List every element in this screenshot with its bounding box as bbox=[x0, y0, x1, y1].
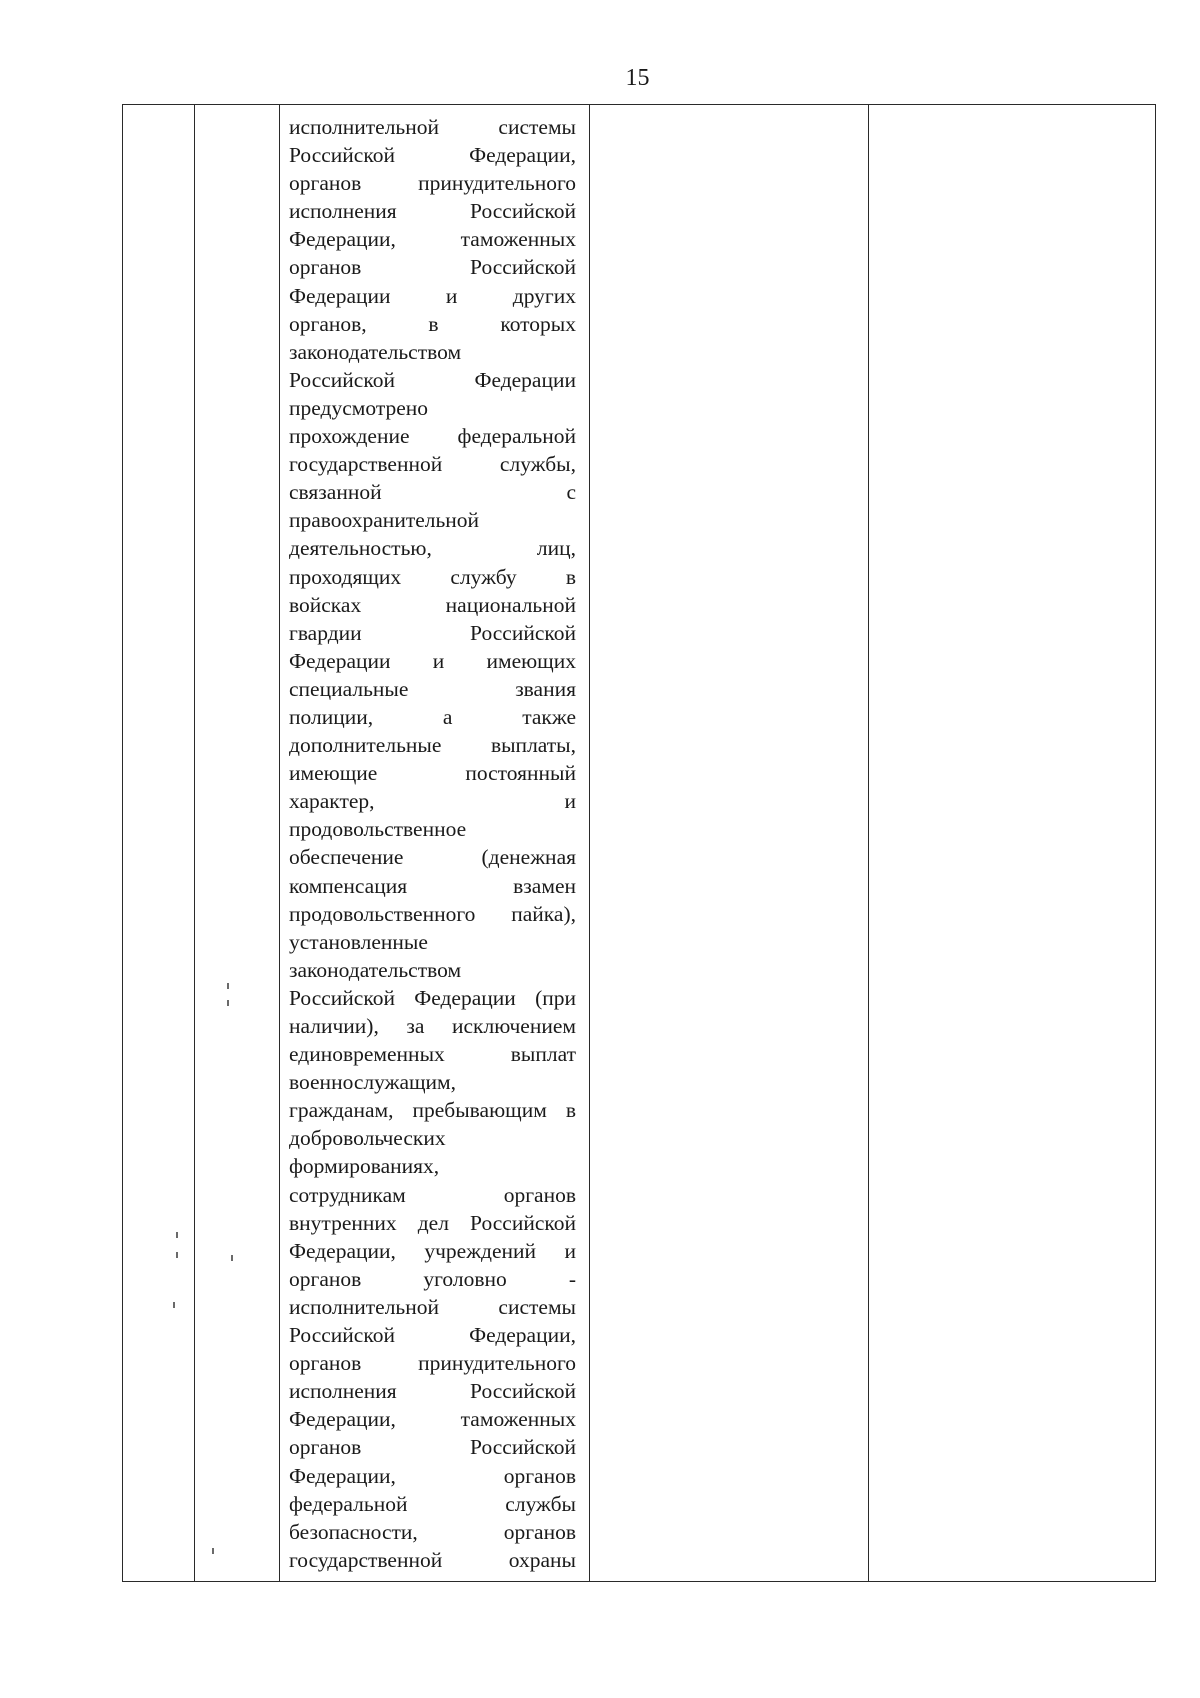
scan-speck bbox=[212, 1548, 214, 1554]
cell-text-line: органов Российской bbox=[289, 1435, 576, 1460]
cell-text-line: государственной службы, bbox=[289, 452, 576, 477]
cell-text-line: правоохранительной bbox=[289, 508, 480, 533]
cell-text-line: Федерации и других bbox=[289, 283, 576, 308]
cell-text-line: исполнительной системы bbox=[289, 115, 576, 139]
cell-text-line: Федерации, органов bbox=[289, 1463, 576, 1488]
cell-text-line: сотрудникам органов bbox=[289, 1182, 576, 1207]
column-divider-4 bbox=[868, 105, 869, 1581]
cell-text-line: гражданам, пребывающим в bbox=[289, 1098, 576, 1123]
cell-text-line: Федерации и имеющих bbox=[289, 648, 576, 673]
scan-speck bbox=[227, 983, 229, 989]
table-frame bbox=[122, 104, 1156, 1582]
column-divider-1 bbox=[194, 105, 195, 1581]
scan-speck bbox=[176, 1232, 178, 1238]
cell-text-line: предусмотрено bbox=[289, 395, 429, 420]
cell-text-line: деятельностью, лиц, bbox=[289, 536, 576, 561]
cell-text-line: Федерации, таможенных bbox=[289, 227, 576, 252]
cell-text-line: органов, в которых bbox=[289, 311, 576, 336]
cell-text-line: прохождение федеральной bbox=[289, 424, 576, 449]
cell-text-line: безопасности, органов bbox=[289, 1519, 576, 1544]
scan-speck bbox=[227, 1000, 229, 1006]
cell-text-line: исполнения Российской bbox=[289, 1379, 576, 1404]
scan-speck bbox=[173, 1302, 175, 1308]
cell-text-line: проходящих службу в bbox=[289, 564, 576, 589]
cell-text-line: специальные звания bbox=[289, 676, 576, 701]
scan-speck bbox=[231, 1255, 233, 1261]
cell-text-line: Федерации, таможенных bbox=[289, 1407, 576, 1432]
cell-text-line: законодательством bbox=[289, 339, 462, 364]
cell-text-line: добровольческих bbox=[289, 1126, 446, 1151]
cell-text-line: обеспечение (денежная bbox=[289, 845, 576, 870]
cell-text-line: компенсация взамен bbox=[289, 873, 576, 898]
cell-text-line: Российской Федерации (при bbox=[289, 985, 576, 1010]
cell-text-line: Российской Федерации, bbox=[289, 1323, 576, 1348]
cell-text-line: гвардии Российской bbox=[289, 620, 576, 645]
cell-text-line: наличии), за исключением bbox=[289, 1014, 576, 1038]
cell-text-line: формированиях, bbox=[289, 1154, 440, 1179]
cell-text-line: Российской Федерации, bbox=[289, 143, 576, 168]
cell-text-line: федеральной службы bbox=[289, 1491, 576, 1516]
cell-text-line: Российской Федерации bbox=[289, 367, 576, 392]
cell-text-line: Федерации, учреждений и bbox=[289, 1238, 576, 1263]
cell-text-line: законодательством bbox=[289, 957, 462, 982]
column-divider-3 bbox=[589, 105, 590, 1581]
column-divider-2 bbox=[279, 105, 280, 1581]
cell-text-line: органов принудительного bbox=[289, 171, 576, 196]
table-cell-description bbox=[289, 113, 576, 1574]
cell-text-line: имеющие постоянный bbox=[289, 761, 576, 786]
cell-text-line: внутренних дел Российской bbox=[289, 1210, 576, 1235]
cell-text-line: характер, и bbox=[289, 789, 576, 814]
cell-text-line: органов Российской bbox=[289, 255, 576, 280]
scan-speck bbox=[176, 1252, 178, 1258]
cell-text-line: установленные bbox=[289, 929, 428, 954]
cell-text-line: продовольственного пайка), bbox=[289, 901, 576, 926]
cell-text-line: военнослужащим, bbox=[289, 1070, 457, 1095]
cell-text-line: исполнения Российской bbox=[289, 199, 576, 224]
cell-text-line: исполнительной системы bbox=[289, 1294, 576, 1319]
cell-text-line: органов принудительного bbox=[289, 1351, 576, 1376]
cell-text-line: дополнительные выплаты, bbox=[289, 733, 576, 758]
cell-text-line: продовольственное bbox=[289, 817, 467, 842]
cell-text-line: войсках национальной bbox=[289, 592, 576, 617]
cell-text-line: полиции, а также bbox=[289, 704, 576, 729]
page-number: 15 bbox=[625, 65, 650, 91]
cell-text-line: связанной с bbox=[289, 480, 576, 505]
cell-text-line: органов уголовно - bbox=[289, 1266, 576, 1291]
cell-text-line: единовременных выплат bbox=[289, 1042, 576, 1067]
cell-text-line: государственной охраны bbox=[289, 1547, 576, 1572]
